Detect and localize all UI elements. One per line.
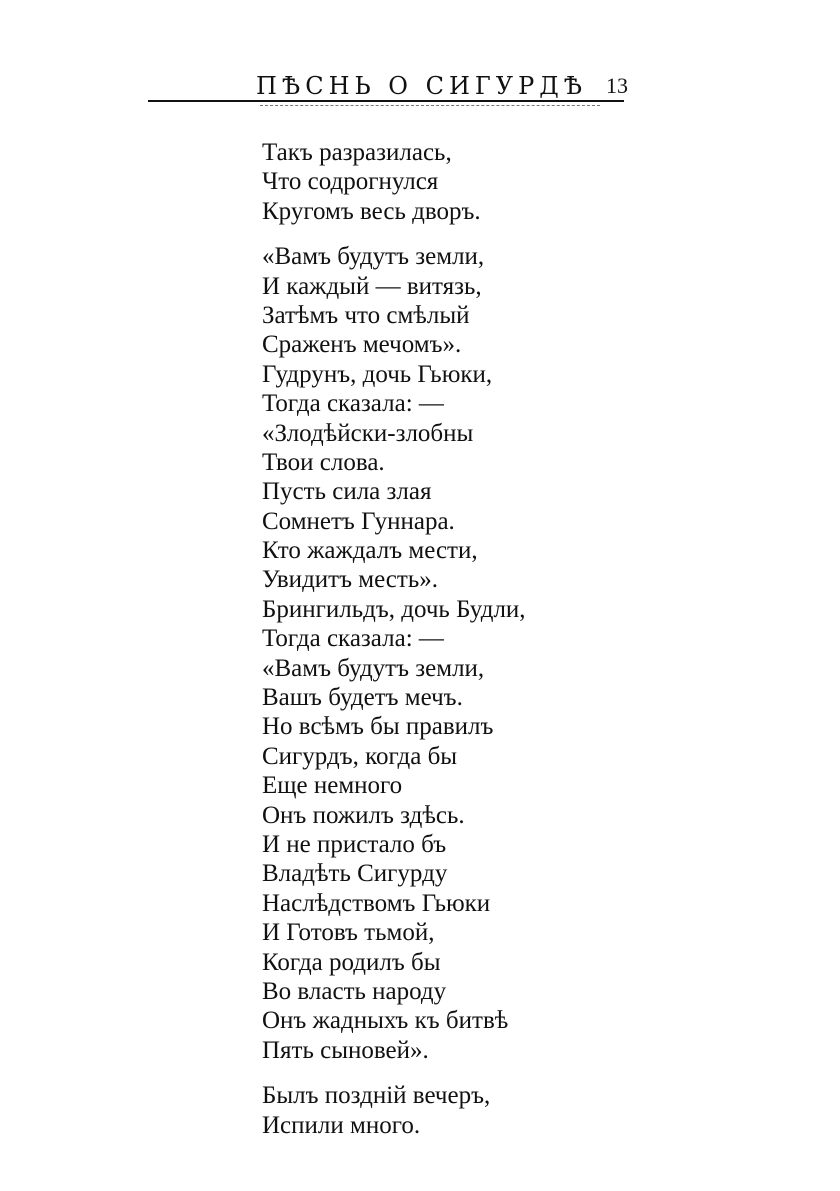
poem-line: Наслѣдствомъ Гьюки	[262, 889, 491, 917]
poem-line: «Злодѣйски-злобны	[262, 419, 474, 447]
poem-line: Сигурдъ, когда бы	[262, 742, 458, 770]
poem-line: Пять сыновей».	[262, 1036, 429, 1064]
poem-line: Владѣть Сигурду	[262, 860, 448, 888]
poem-line: Еще немного	[262, 772, 403, 800]
poem-line: Тогда сказала: —	[262, 625, 444, 653]
poem-line: Вашъ будетъ мечъ.	[262, 684, 463, 712]
poem-line: Такъ разразилась,	[262, 139, 452, 166]
page-number: 13	[606, 73, 628, 98]
running-title: ПѢСНЬ О СИГУРДѢ	[256, 72, 588, 100]
poem-line: Сомнетъ Гуннара.	[262, 507, 455, 535]
header-rule	[148, 100, 624, 102]
poem-line: Онъ пожилъ здѣсь.	[262, 801, 465, 829]
poem-line: Сраженъ мечомъ».	[262, 331, 462, 359]
poem-line: Пусть сила злая	[262, 478, 432, 506]
stanza	[262, 1081, 642, 1140]
poem-line: Тогда сказала: —	[262, 390, 444, 418]
poem-line: Затѣмъ что смѣлый	[262, 301, 470, 329]
poem-line: Во власть народу	[262, 977, 447, 1005]
poem-line: И каждый — витязь,	[262, 272, 482, 300]
poem-line: Кто жаждалъ мести,	[262, 537, 478, 565]
poem-line: Былъ поздній вечеръ,	[262, 1082, 491, 1110]
stanza	[262, 138, 642, 226]
header-rule-faint	[260, 105, 600, 106]
poem-line: Увидитъ месть».	[262, 566, 438, 594]
poem-line: И не пристало бъ	[262, 830, 447, 858]
poem-line: «Вамъ будутъ земли,	[262, 243, 485, 271]
poem-line: Гудрунъ, дочь Гьюки,	[262, 360, 493, 388]
stanza	[262, 242, 642, 1065]
poem-line: Но всѣмъ бы правилъ	[262, 713, 494, 741]
poem-line: Когда родилъ бы	[262, 948, 441, 976]
poem-line: Твои слова.	[262, 448, 385, 476]
page-header	[148, 68, 628, 104]
poem-line: Что содрогнулся	[262, 168, 439, 196]
poem-line: «Вамъ будутъ земли,	[262, 654, 485, 682]
poem-line: Испили много.	[262, 1111, 421, 1139]
poem-line: Брингильдъ, дочь Будли,	[262, 595, 526, 623]
poem-line: Кругомъ весь дворъ.	[262, 197, 481, 225]
poem-line: И Готовъ тьмой,	[262, 919, 435, 947]
poem-text	[262, 138, 642, 1140]
poem-line: Онъ жадныхъ къ битвѣ	[262, 1007, 509, 1035]
